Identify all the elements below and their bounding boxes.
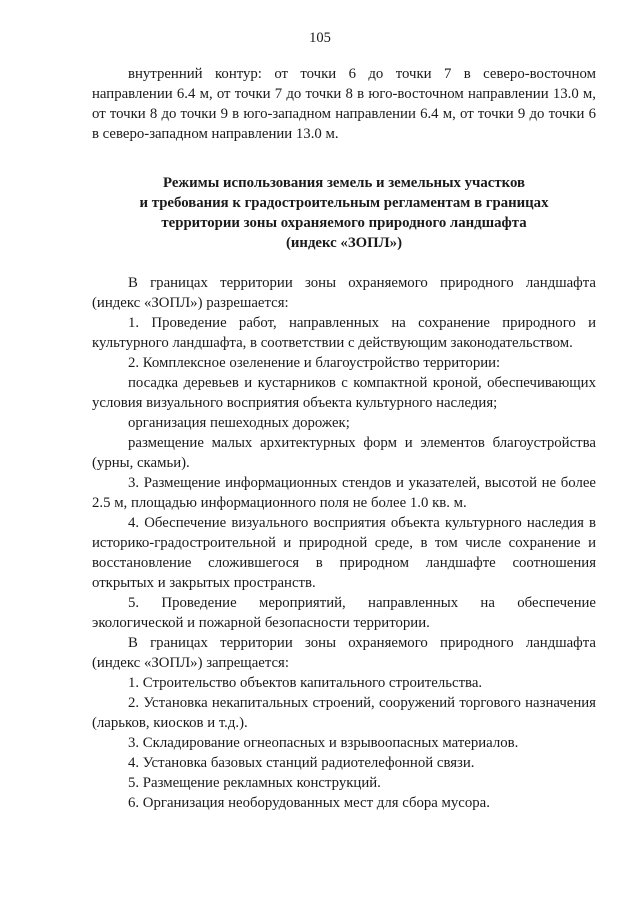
heading-line: и требования к градостроительным регламентам в границах	[139, 195, 549, 211]
paragraph-item: 4. Установка базовых станций радиотелефонной связи.	[128, 755, 475, 771]
paragraph-item: 5. Размещение рекламных конструкций.	[128, 775, 381, 791]
paragraph-item: 1. Проведение работ, направленных на сохранение природного и культурного ландшафта, в соответствии с действующим законодательством.	[92, 315, 596, 351]
paragraph-prohibited-intro: В границах территории зоны охраняемого природного ландшафта (индекс «ЗОПЛ») запрещается:	[92, 635, 596, 671]
paragraph-item: 6. Организация необорудованных мест для сбора мусора.	[128, 795, 490, 811]
paragraph-item: 5. Проведение мероприятий, направленных на обеспечение экологической и пожарной безопасности территории.	[92, 595, 596, 631]
paragraph-item: 3. Складирование огнеопасных и взрывоопасных материалов.	[128, 735, 519, 751]
paragraph-permitted-intro: В границах территории зоны охраняемого природного ландшафта (индекс «ЗОПЛ») разрешается:	[92, 275, 596, 311]
section-heading	[92, 173, 596, 253]
heading-line: (индекс «ЗОПЛ»)	[285, 235, 403, 251]
paragraph-item: 2. Комплексное озеленение и благоустройство территории:	[128, 355, 501, 371]
paragraph-subitem: размещение малых архитектурных форм и элементов благоустройства (урны, скамьи).	[92, 435, 596, 471]
intro-paragraph: внутренний контур: от точки 6 до точки 7 в северо-восточном направлении 6.4 м, от точки 7 до точки 8 в юго-восточном направлении 13.0 м, от точки 8 до точки 9 в юго-западном направлении 6.4 м, от точки 9 до точки 6 в северо-западном направлении 13.0 м.	[92, 66, 596, 142]
paragraph-subitem: организация пешеходных дорожек;	[128, 415, 350, 431]
paragraph-subitem: посадка деревьев и кустарников с компактной кроной, обеспечивающих условия визуального восприятия объекта культурного наследия;	[92, 375, 596, 411]
paragraph-item: 1. Строительство объектов капитального строительства.	[128, 675, 483, 691]
page-number: 105	[309, 30, 331, 46]
paragraph-item: 2. Установка некапитальных строений, сооружений торгового назначения (ларьков, киосков и т.д.).	[92, 695, 596, 731]
heading-line: Режимы использования земель и земельных участков	[163, 175, 525, 191]
paragraph-item: 3. Размещение информационных стендов и указателей, высотой не более 2.5 м, площадью информационного поля не более 1.0 кв. м.	[92, 475, 596, 511]
heading-line: территории зоны охраняемого природного ландшафта	[161, 215, 527, 231]
document-body	[92, 64, 596, 813]
paragraph-item: 4. Обеспечение визуального восприятия объекта культурного наследия в историко-градостроительной и природной среде, в том числе сохранение и восстановление сложившегося в природном ландшафте соотношения открытых и закрытых пространств.	[92, 515, 596, 591]
